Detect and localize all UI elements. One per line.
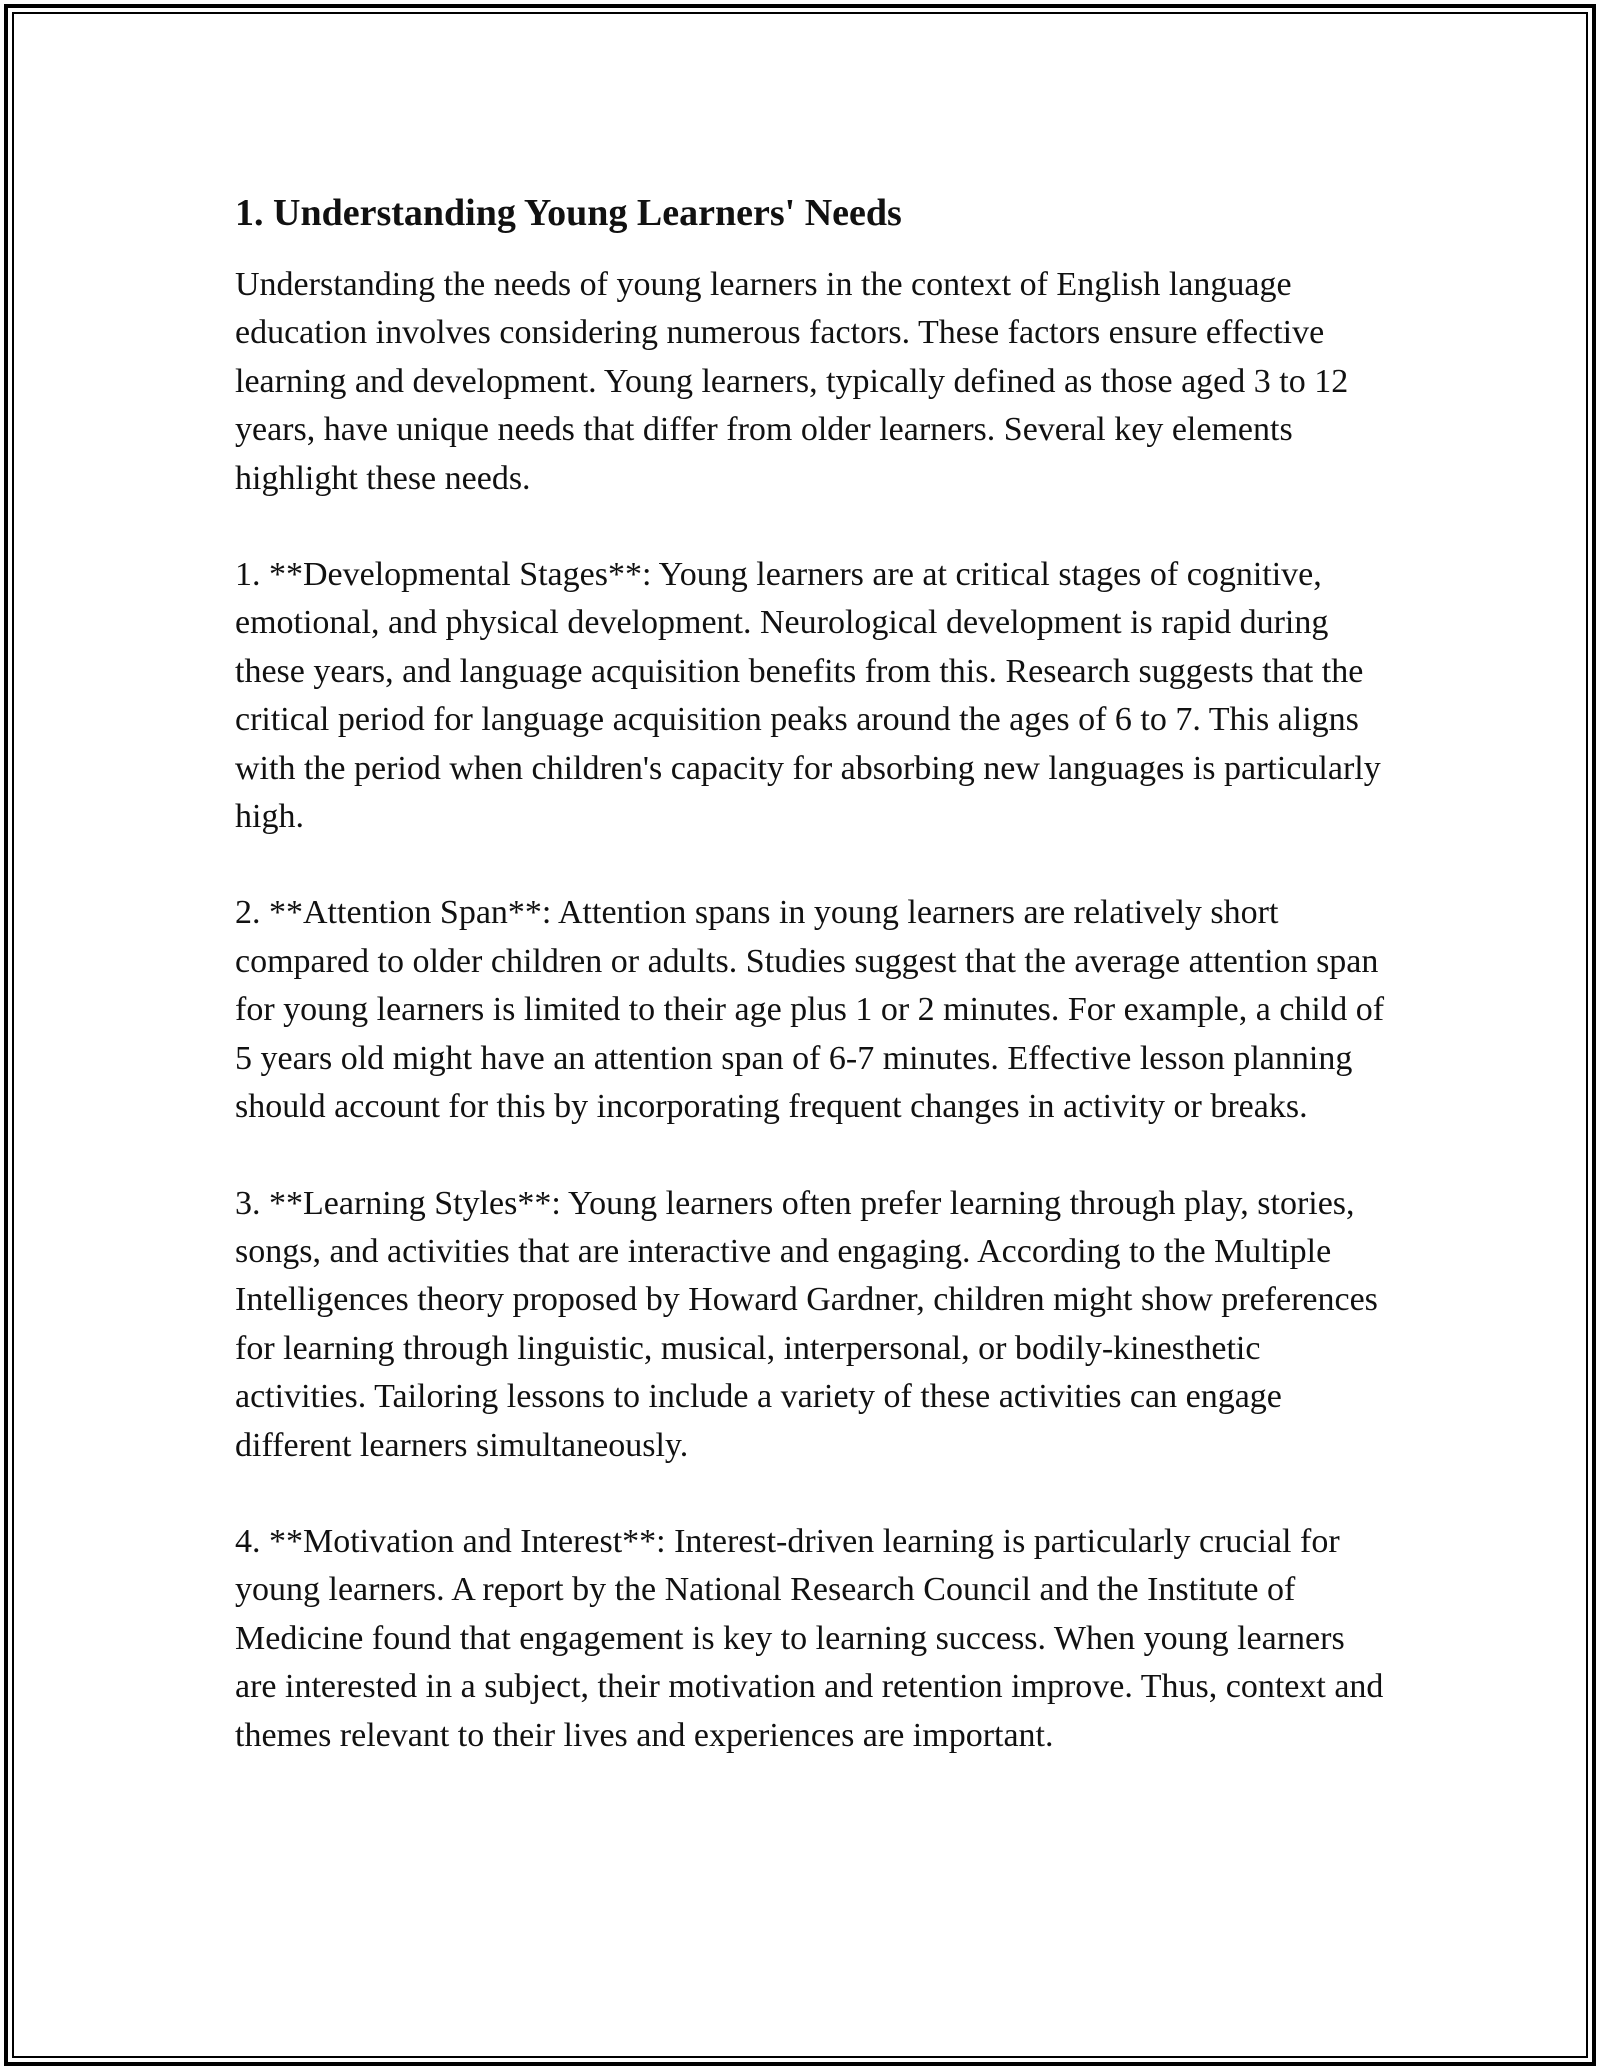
paragraph-motivation-interest: 4. **Motivation and Interest**: Interest-driven learning is particularly crucial for young learners. A report by the National Research Council and the Institute of Medicine found that engagement is key to learning success. When young learners are interested in a subject, their motivation and retention improve. Thus, context and themes relevant to their lives and experiences are important.: [235, 1522, 1384, 1754]
paragraph-learning-styles: 3. **Learning Styles**: Young learners often prefer learning through play, stories, songs, and activities that are interactive and engaging. According to the Multiple Intelligences theory proposed by Howard Gardner, children might show preferences for learning through linguistic, musical, interpersonal, or bodily-kinesthetic activities. Tailoring lessons to include a variety of these activities can engage different learners simultaneously.: [235, 1184, 1378, 1464]
paragraph-attention-span: 2. **Attention Span**: Attention spans in young learners are relatively short compared to older children or adults. Studies suggest that the average attention span for young learners is limited to their age plus 1 or 2 minutes. For example, a child of 5 years old might have an attention span of 6-7 minutes. Effective lesson planning should account for this by incorporating frequent changes in activity or breaks.: [235, 894, 1385, 1126]
paragraph-developmental-stages: 1. **Developmental Stages**: Young learners are at critical stages of cognitive, emotional, and physical development. Neurological development is rapid during these years, and language acquisition benefits from this. Research suggests that the critical period for language acquisition peaks around the ages of 6 to 7. This aligns with the period when children's capacity for absorbing new languages is particularly high.: [235, 556, 1381, 836]
intro-paragraph: Understanding the needs of young learners in the context of English language education involves considering numerous factors. These factors ensure effective learning and development. Young learners, typically defined as those aged 3 to 12 years, have unique needs that differ from older learners. Several key elements highlight these needs.: [235, 266, 1349, 497]
section-heading: 1. Understanding Young Learners' Needs: [235, 192, 902, 234]
document-body: [235, 185, 1385, 1808]
